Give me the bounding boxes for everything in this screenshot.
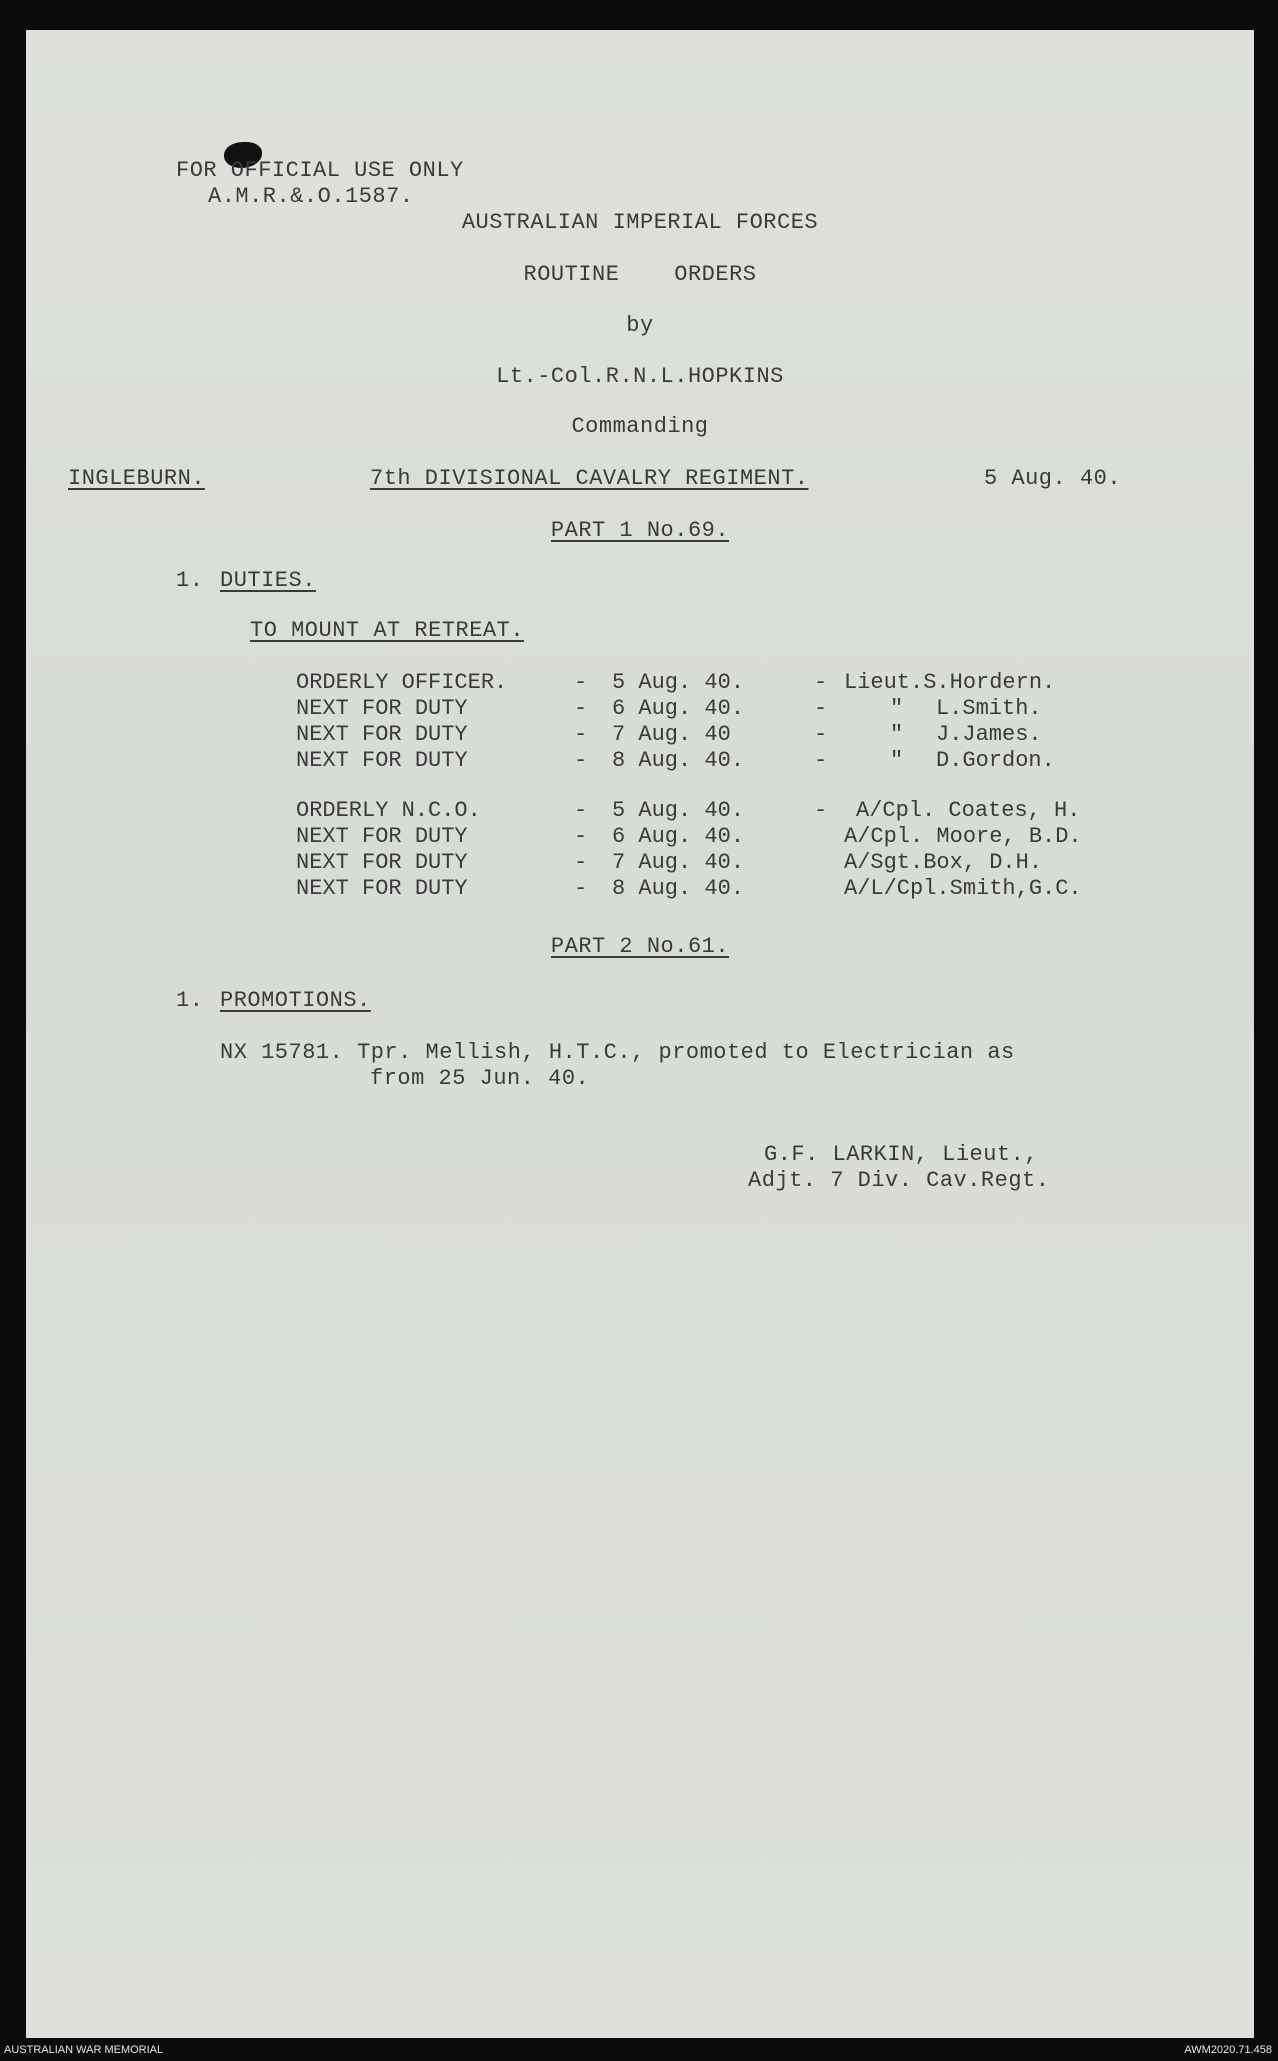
signature-name: G.F. LARKIN, Lieut., xyxy=(764,1142,1039,1167)
roster-role: NEXT FOR DUTY xyxy=(296,722,468,747)
roster-name: L.Smith. xyxy=(936,696,1042,721)
roster-row xyxy=(26,722,1254,748)
document-title: ROUTINE ORDERS xyxy=(523,262,757,287)
roster-dash: - xyxy=(574,748,588,773)
part2-heading: PART 2 No.61. xyxy=(550,934,730,959)
roster-name: A/L/Cpl.Smith,G.C. xyxy=(844,876,1082,901)
roster-role: NEXT FOR DUTY xyxy=(296,850,468,875)
promotion-entry-line2: from 25 Jun. 40. xyxy=(370,1066,590,1091)
roster-role: NEXT FOR DUTY xyxy=(296,876,468,901)
roster-dash: - xyxy=(574,876,588,901)
roster-dash: - xyxy=(814,748,828,773)
roster-row xyxy=(26,670,1254,696)
part1-item-number: 1. xyxy=(176,568,204,593)
roster-dash: - xyxy=(574,798,588,823)
roster-date: 8 Aug. 40. xyxy=(612,748,745,773)
mount-subheading: TO MOUNT AT RETREAT. xyxy=(250,618,525,643)
restriction-label: FOR OFFICIAL USE ONLY xyxy=(176,158,464,183)
commanding-label: Commanding xyxy=(571,414,709,439)
roster-name: A/Cpl. Moore, B.D. xyxy=(844,824,1082,849)
roster-dash: - xyxy=(574,722,588,747)
roster-date: 7 Aug. 40. xyxy=(612,850,745,875)
unit-name: 7th DIVISIONAL CAVALRY REGIMENT. xyxy=(370,466,809,491)
roster-role: NEXT FOR DUTY xyxy=(296,824,468,849)
roster-date: 5 Aug. 40. xyxy=(612,670,745,695)
part1-heading: PART 1 No.69. xyxy=(550,518,730,543)
roster-ditto: " xyxy=(890,696,904,721)
reference-number: A.M.R.&.O.1587. xyxy=(208,184,414,209)
roster-row xyxy=(26,850,1254,876)
roster-dash: - xyxy=(574,824,588,849)
roster-row xyxy=(26,824,1254,850)
promotion-entry-line1: NX 15781. Tpr. Mellish, H.T.C., promoted to Electrician as xyxy=(220,1040,1015,1065)
roster-name: A/Cpl. Coates, H. xyxy=(856,798,1081,823)
force-title: AUSTRALIAN IMPERIAL FORCES xyxy=(461,210,819,235)
signature-title: Adjt. 7 Div. Cav.Regt. xyxy=(748,1168,1050,1193)
archive-credit: AUSTRALIAN WAR MEMORIAL xyxy=(4,2044,164,2056)
roster-dash: - xyxy=(574,696,588,721)
roster-ditto: " xyxy=(890,722,904,747)
roster-role: NEXT FOR DUTY xyxy=(296,696,468,721)
roster-row xyxy=(26,798,1254,824)
archive-reference: AWM2020.71.458 xyxy=(1184,2044,1272,2056)
roster-dash: - xyxy=(574,670,588,695)
roster-name: D.Gordon. xyxy=(936,748,1055,773)
by-line: by xyxy=(626,313,654,338)
commanding-officer: Lt.-Col.R.N.L.HOPKINS xyxy=(496,364,784,389)
roster-date: 7 Aug. 40 xyxy=(612,722,731,747)
roster-row xyxy=(26,748,1254,774)
roster-name: A/Sgt.Box, D.H. xyxy=(844,850,1043,875)
document-page xyxy=(26,30,1254,2038)
roster-dash: - xyxy=(814,798,828,823)
roster-dash: - xyxy=(814,696,828,721)
roster-date: 5 Aug. 40. xyxy=(612,798,745,823)
duties-title: DUTIES. xyxy=(220,568,316,593)
roster-dash: - xyxy=(574,850,588,875)
roster-row xyxy=(26,876,1254,902)
roster-role: ORDERLY OFFICER. xyxy=(296,670,508,695)
roster-name: J.James. xyxy=(936,722,1042,747)
roster-name: Lieut.S.Hordern. xyxy=(844,670,1056,695)
order-date: 5 Aug. 40. xyxy=(984,466,1122,491)
place-name: INGLEBURN. xyxy=(68,466,206,491)
roster-date: 6 Aug. 40. xyxy=(612,824,745,849)
roster-row xyxy=(26,696,1254,722)
roster-dash: - xyxy=(814,670,828,695)
roster-role: NEXT FOR DUTY xyxy=(296,748,468,773)
roster-date: 8 Aug. 40. xyxy=(612,876,745,901)
roster-ditto: " xyxy=(890,748,904,773)
roster-role: ORDERLY N.C.O. xyxy=(296,798,481,823)
roster-dash: - xyxy=(814,722,828,747)
roster-date: 6 Aug. 40. xyxy=(612,696,745,721)
promotions-title: PROMOTIONS. xyxy=(220,988,371,1013)
part2-item-number: 1. xyxy=(176,988,204,1013)
